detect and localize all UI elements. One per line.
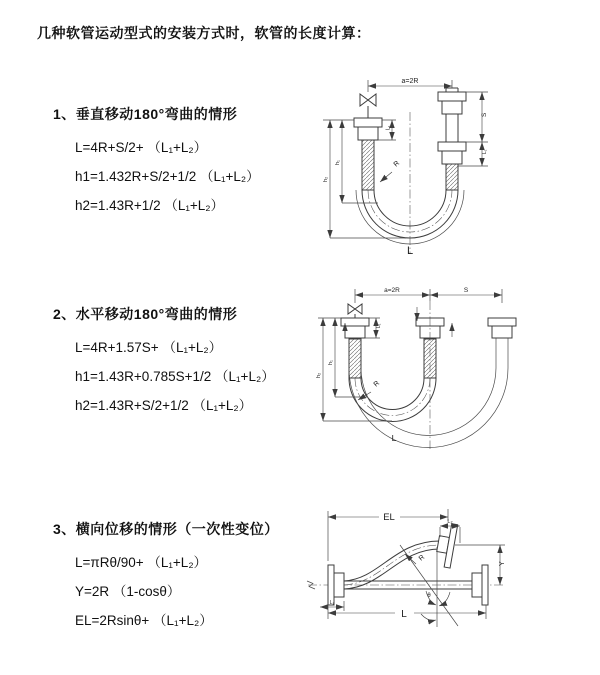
formula-line: L=4R+1.57S+ （L₁+L₂） xyxy=(75,340,223,355)
dim-label-a2r: a=2R xyxy=(401,78,419,85)
hose-braid xyxy=(362,140,374,190)
section-heading: 2、水平移动180°弯曲的情形 xyxy=(53,306,238,322)
section-heading: 3、横向位移的情形（一次性变位） xyxy=(53,521,279,537)
dim-label-y: Y xyxy=(499,561,506,566)
dim-label-theta: θ xyxy=(427,593,431,599)
page-title: 几种软管运动型式的安装方式时，软管的长度计算： xyxy=(37,25,371,41)
dim-label-h1: h₁ xyxy=(328,360,334,365)
formula-line: EL=2Rsinθ+ （L₁+L₂） xyxy=(75,613,213,628)
valve-icon xyxy=(348,304,355,314)
dim-label-l1: L₁ xyxy=(482,149,488,154)
hose-braid xyxy=(446,164,458,190)
dim-label-s: S xyxy=(463,287,469,294)
dim-label-radius: R xyxy=(392,159,402,169)
dim-label-h1: h₁ xyxy=(335,160,341,165)
valve-icon xyxy=(360,94,368,106)
dim-label-h2: h₂ xyxy=(316,372,322,378)
formula-line: L=πRθ/90+ （L₁+L₂） xyxy=(75,555,208,570)
dim-label-a2r: a=2R xyxy=(384,287,400,294)
section-horizontal-movement xyxy=(53,304,275,420)
formula-line: L=4R+S/2+ （L₁+L₂） xyxy=(75,140,208,155)
dim-label-radius: R xyxy=(417,553,427,563)
formula-line: Y=2R （1-cosθ） xyxy=(75,584,181,599)
section-lateral-displacement xyxy=(53,519,279,635)
dim-label-l2: L₂ xyxy=(447,519,453,525)
diagram-horizontal-180-bend xyxy=(310,283,600,455)
dim-label-h2: h₂ xyxy=(323,176,329,182)
dim-label-el: EL xyxy=(383,512,395,523)
formula-line: h2=1.43R+1/2 （L₁+L₂） xyxy=(75,198,225,213)
hose-braid xyxy=(349,339,361,378)
dim-label-l1: L₁ xyxy=(385,125,392,130)
dim-label-l1: L₁ xyxy=(329,600,335,606)
dim-label-l: L xyxy=(391,433,397,443)
dim-label-s: S xyxy=(481,112,488,117)
section-vertical-movement xyxy=(53,104,260,220)
dim-label-radius: R xyxy=(372,379,382,389)
formula-line: h2=1.43R+S/2+1/2 （L₁+L₂） xyxy=(75,398,253,413)
formula-line: h1=1.43R+0.785S+1/2 （L₁+L₂） xyxy=(75,369,275,384)
dim-label-l1: L₁ xyxy=(376,323,382,328)
formula-line: h1=1.432R+S/2+1/2 （L₁+L₂） xyxy=(75,169,260,184)
dim-label-l: L xyxy=(401,609,407,620)
section-heading: 1、垂直移动180°弯曲的情形 xyxy=(53,106,238,122)
dim-label-l: L xyxy=(406,245,414,257)
diagram-vertical-180-bend xyxy=(310,70,590,262)
diagram-lateral-displacement xyxy=(300,495,600,663)
